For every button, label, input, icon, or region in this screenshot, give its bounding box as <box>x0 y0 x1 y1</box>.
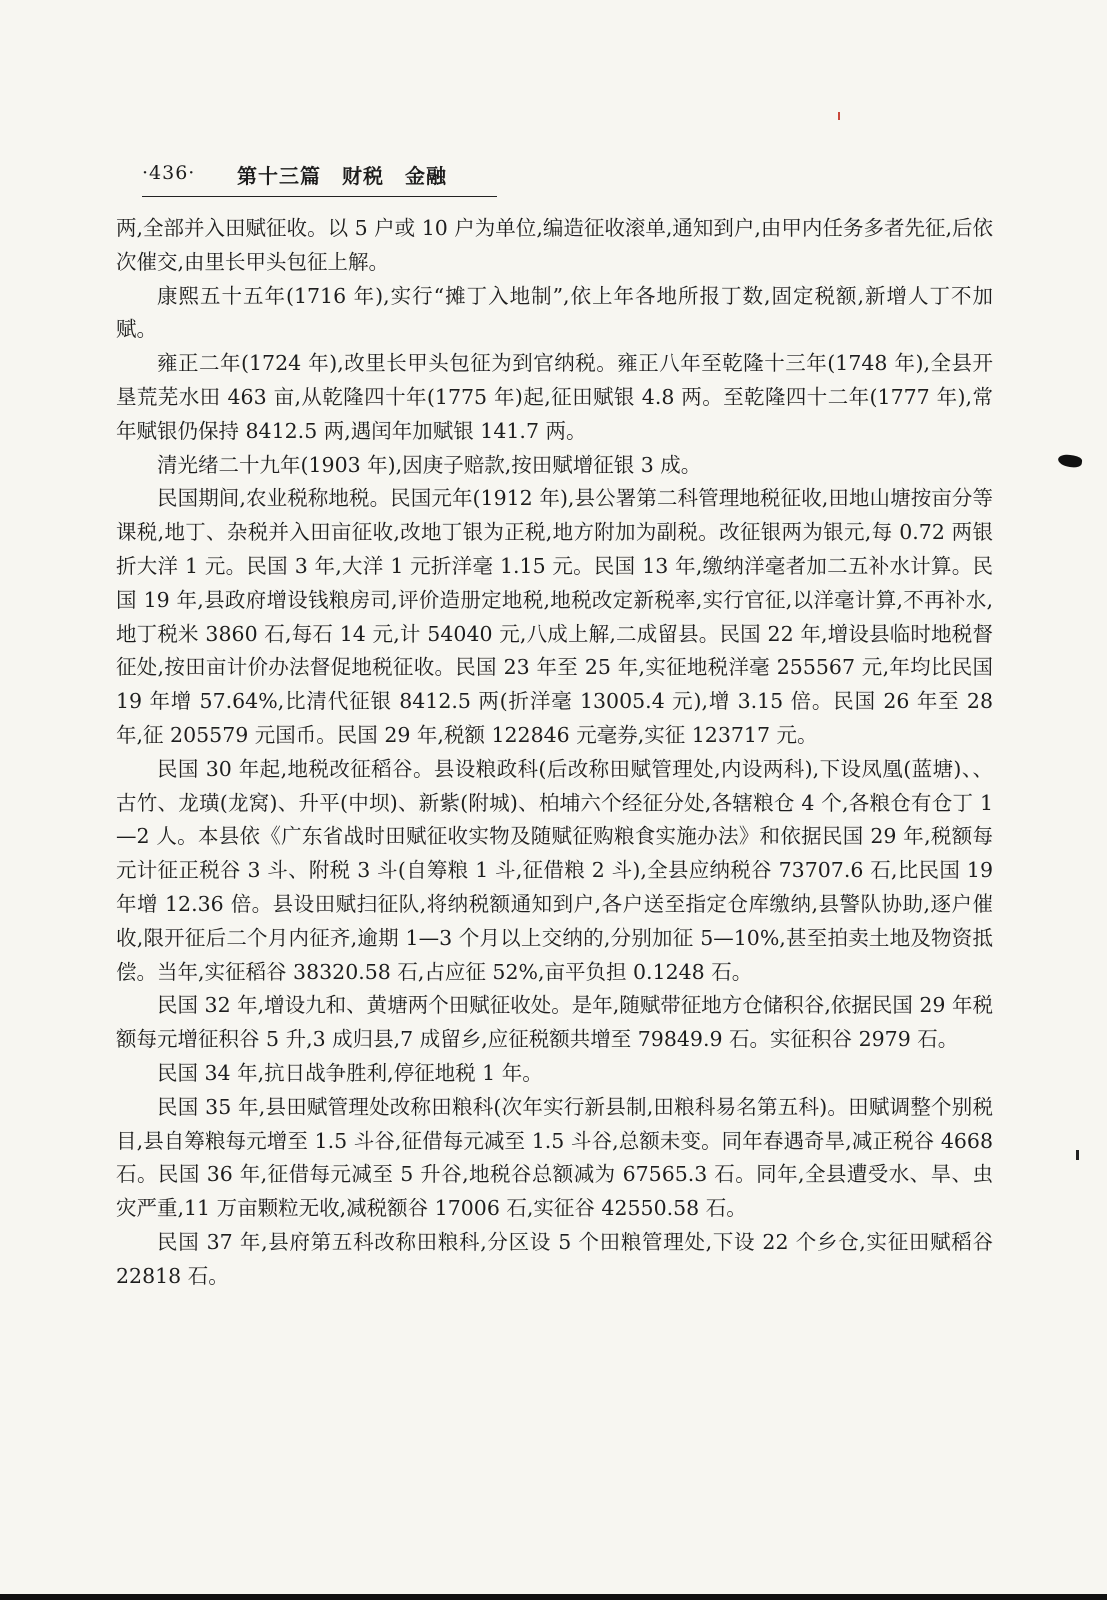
red-speck-mark <box>838 112 840 120</box>
paragraph: 两,全部并入田赋征收。以 5 户或 10 户为单位,编造征收滚单,通知到户,由甲内任务多者先征,后依次催交,由里长甲头包征上解。 <box>116 216 993 274</box>
ink-dot-mark <box>1076 1150 1079 1160</box>
paragraph: 民国 34 年,抗日战争胜利,停征地税 1 年。 <box>157 1060 543 1085</box>
ink-blot-mark <box>1057 453 1082 468</box>
body-text <box>116 212 993 1294</box>
paragraph: 民国 32 年,增设九和、黄塘两个田赋征收处。是年,随赋带征地方仓储积谷,依据民国 29 年税额每元增征积谷 5 升,3 成归县,7 成留乡,应征税额共增至 79849.9 石。实征积谷 2979 石。 <box>116 993 993 1052</box>
page-header <box>142 160 497 197</box>
paragraph: 清光绪二十九年(1903 年),因庚子赔款,按田赋增征银 3 成。 <box>157 452 702 477</box>
paragraph: 民国 30 年起,地税改征稻谷。县设粮政科(后改称田赋管理处,内设两科),下设凤凰(蓝塘)、、古竹、龙璜(龙窝)、升平(中坝)、新紫(附城)、柏埔六个经征分处,各辖粮仓 4 个,各粮仓有仓丁 1—2 人。本县依《广东省战时田赋征收实物及随赋征购粮食实施办法》和依据民国 29 年,税额每元计征正税谷 3 斗、附税 3 斗(自筹粮 1 斗,征借粮 2 斗),全县应纳税谷 73707.6 石,比民国 19 年增 12.36 倍。县设田赋扫征队,将纳税额通知到户,各户送至指定仓库缴纳,县警队协助,逐户催收,限开征后二个月内征齐,逾期 1—3 个月以上交纳的,分别加征 5—10%,甚至拍卖土地及物资抵偿。当年,实征稻谷 38320.58 石,占应征 52%,亩平负担 0.1248 石。 <box>116 756 993 984</box>
paragraph: 民国期间,农业税称地税。民国元年(1912 年),县公署第二科管理地税征收,田地山塘按亩分等课税,地丁、杂税并入田亩征收,改地丁银为正税,地方附加为副税。改征银两为银元,每 0.72 两银折大洋 1 元。民国 3 年,大洋 1 元折洋毫 1.15 元。民国 13 年,缴纳洋毫者加二五补水计算。民国 19 年,县政府增设钱粮房司,评价造册定地税,地税改定新税率,实行官征,以洋毫计算,不再补水,地丁税米 3860 石,每石 14 元,计 54040 元,八成上解,二成留县。民国 22 年,增设县临时地税督征处,按田亩计价办法督促地税征收。民国 23 年至 25 年,实征地税洋毫 255567 元,年均比民国 19 年增 57.64%,比清代征银 8412.5 两(折洋毫 13005.4 元),增 3.15 倍。民国 26 年至 28 年,征 205579 元国币。民国 29 年,税额 122846 元毫券,实征 123717 元。 <box>116 486 993 747</box>
paragraph: 民国 37 年,县府第五科改称田粮科,分区设 5 个田粮管理处,下设 22 个乡仓,实征田赋稻谷 22818 石。 <box>116 1229 993 1288</box>
paragraph: 民国 35 年,县田赋管理处改称田粮科(次年实行新县制,田粮科易名第五科)。田赋调整个别税目,县自筹粮每元增至 1.5 斗谷,征借每元减至 1.5 斗谷,总额未变。同年春遇奇旱,减正税谷 4668 石。民国 36 年,征借每元减至 5 升谷,地税谷总额减为 67565.3 石。同年,全县遭受水、旱、虫灾严重,11 万亩颗粒无收,减税额谷 17006 石,实征谷 42550.58 石。 <box>116 1094 993 1221</box>
section-title: 第十三篇 财税 金融 <box>237 164 447 188</box>
paragraph: 雍正二年(1724 年),改里长甲头包征为到官纳税。雍正八年至乾隆十三年(1748 年),全县开垦荒芜水田 463 亩,从乾隆四十年(1775 年)起,征田赋银 4.8 两。至乾隆四十二年(1777 年),常年赋银仍保持 8412.5 两,遇闰年加赋银 141.7 两。 <box>116 351 993 443</box>
page-number: ·436· <box>142 162 196 184</box>
scan-bottom-edge <box>0 1594 1107 1600</box>
paragraph: 康熙五十五年(1716 年),实行“摊丁入地制”,依上年各地所报丁数,固定税额,新增人丁不加赋。 <box>116 283 993 342</box>
